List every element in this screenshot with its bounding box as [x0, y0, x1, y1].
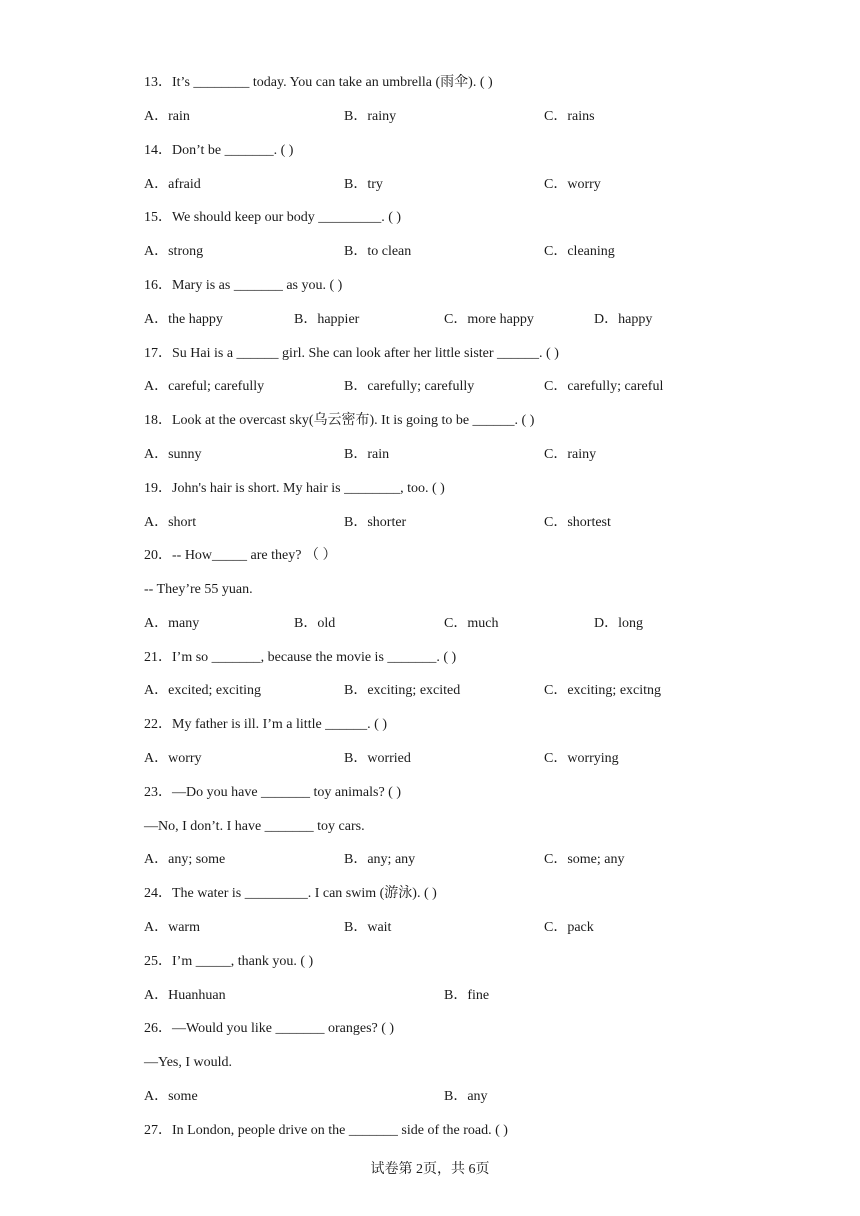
option-b: B．any; any: [344, 852, 416, 867]
option-a: A．the happy: [144, 312, 223, 327]
question-19-options: [144, 513, 824, 533]
question-17-options: [144, 377, 824, 397]
option-c: C．carefully; careful: [544, 379, 664, 394]
option-a: A．worry: [144, 751, 202, 766]
question-24-stem: 24．The water is _________. I can swim (游泳). ( ): [144, 886, 437, 901]
option-b: B．exciting; excited: [344, 683, 461, 698]
option-b: B．wait: [344, 920, 392, 935]
question-25-options: [144, 986, 824, 1006]
option-a: A．many: [144, 616, 200, 631]
question-25-stem: 25．I’m _____, thank you. ( ): [144, 954, 314, 969]
option-a: A．afraid: [144, 177, 201, 192]
question-15-options: [144, 242, 824, 262]
option-a: A．strong: [144, 244, 204, 259]
question-18-options: [144, 445, 824, 465]
option-c: C．worrying: [544, 751, 619, 766]
option-a: A．rain: [144, 109, 190, 124]
question-23-response: —No, I don’t. I have _______ toy cars.: [144, 819, 365, 834]
question-21-options: [144, 681, 824, 701]
question-15-stem: 15．We should keep our body _________. ( ): [144, 210, 402, 225]
question-18-stem: 18．Look at the overcast sky(乌云密布). It is going to be ______. ( ): [144, 413, 535, 428]
option-c: C．cleaning: [544, 244, 615, 259]
question-21-stem: 21．I’m so _______, because the movie is _______. ( ): [144, 650, 457, 665]
option-b: B．rainy: [344, 109, 397, 124]
option-a: A．any; some: [144, 852, 226, 867]
question-14-options: [144, 175, 824, 195]
option-a: A．Huanhuan: [144, 988, 226, 1003]
option-d: D．happy: [594, 312, 653, 327]
option-a: A．some: [144, 1089, 198, 1104]
option-d: D．long: [594, 616, 643, 631]
question-19-stem: 19．John's hair is short. My hair is ________, too. ( ): [144, 481, 445, 496]
question-23-options: [144, 850, 824, 870]
option-a: A．warm: [144, 920, 200, 935]
option-a: A．careful; carefully: [144, 379, 265, 394]
option-b: B．rain: [344, 447, 390, 462]
question-26-stem: 26．—Would you like _______ oranges? ( ): [144, 1021, 395, 1036]
question-20-options: [144, 614, 824, 634]
option-b: B．shorter: [344, 515, 407, 530]
question-17-stem: 17．Su Hai is a ______ girl. She can look after her little sister ______. ( ): [144, 346, 559, 361]
option-c: C．rains: [544, 109, 595, 124]
question-20-response: -- They’re 55 yuan.: [144, 582, 253, 597]
option-c: C．exciting; excitng: [544, 683, 662, 698]
option-a: A．excited; exciting: [144, 683, 262, 698]
question-24-options: [144, 918, 824, 938]
option-a: A．sunny: [144, 447, 202, 462]
option-b: B．carefully; carefully: [344, 379, 475, 394]
option-a: A．short: [144, 515, 197, 530]
option-c: C．rainy: [544, 447, 597, 462]
question-13-options: [144, 107, 824, 127]
option-c: C．much: [444, 616, 499, 631]
option-b: B．happier: [294, 312, 360, 327]
option-c: C．shortest: [544, 515, 611, 530]
question-26-options: [144, 1087, 824, 1107]
option-b: B．to clean: [344, 244, 412, 259]
page-footer: 试卷第 2页，共 6页: [370, 1162, 490, 1177]
option-c: C．more happy: [444, 312, 534, 327]
question-14-stem: 14．Don’t be _______. ( ): [144, 143, 294, 158]
option-b: B．fine: [444, 988, 490, 1003]
question-22-options: [144, 749, 824, 769]
option-c: C．some; any: [544, 852, 625, 867]
option-c: C．pack: [544, 920, 594, 935]
question-26-response: —Yes, I would.: [144, 1055, 233, 1070]
question-27-stem: 27．In London, people drive on the _______ side of the road. ( ): [144, 1123, 508, 1138]
question-16-stem: 16．Mary is as _______ as you. ( ): [144, 278, 343, 293]
question-22-stem: 22．My father is ill. I’m a little ______. ( ): [144, 717, 388, 732]
option-b: B．try: [344, 177, 383, 192]
option-b: B．worried: [344, 751, 411, 766]
question-23-stem: 23．—Do you have _______ toy animals? ( ): [144, 785, 402, 800]
option-b: B．any: [444, 1089, 488, 1104]
option-c: C．worry: [544, 177, 601, 192]
question-13-stem: 13．It’s ________ today. You can take an umbrella (雨伞). ( ): [144, 75, 493, 90]
question-20-stem: 20．-- How_____ are they? （ ）: [144, 548, 337, 563]
option-b: B．old: [294, 616, 336, 631]
question-16-options: [144, 310, 824, 330]
